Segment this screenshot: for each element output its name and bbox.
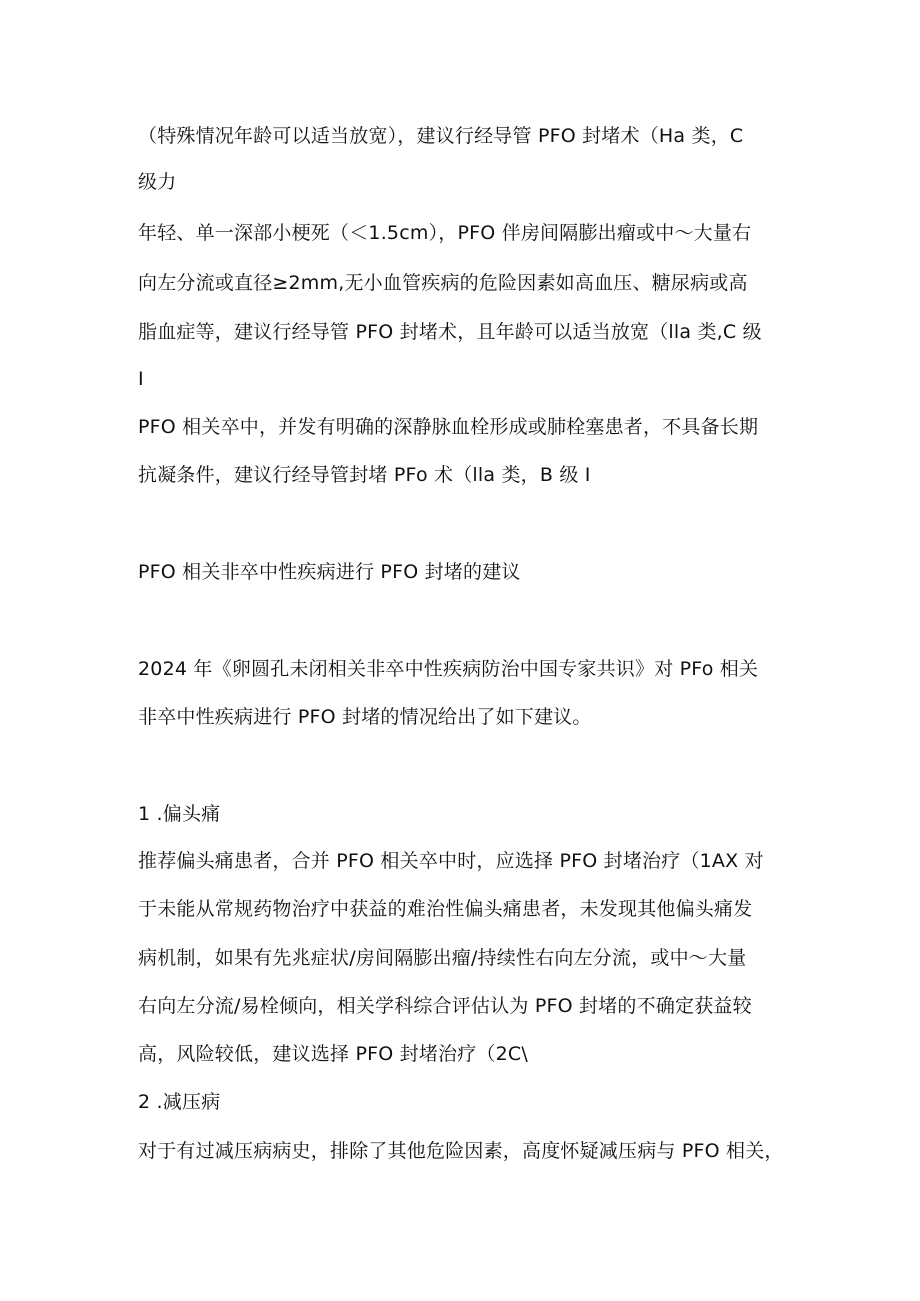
text-line: I bbox=[138, 368, 144, 390]
section-heading: PFO 相关非卒中性疾病进行 PFO 封堵的建议 bbox=[138, 561, 521, 583]
text-line: （特殊情况年龄可以适当放宽），建议行经导管 PFO 封堵术（Ha 类，C bbox=[138, 125, 744, 147]
text-line: 于未能从常规药物治疗中获益的难治性偏头痛患者，未发现其他偏头痛发 bbox=[138, 898, 753, 920]
text-line: 非卒中性疾病进行 PFO 封堵的情况给出了如下建议。 bbox=[138, 706, 592, 728]
text-line: 抗凝条件，建议行经导管封堵 PFo 术（lla 类，B 级 I bbox=[138, 464, 591, 486]
text-line: 脂血症等，建议行经导管 PFO 封堵术，且年龄可以适当放宽（lla 类,C 级 bbox=[138, 321, 762, 343]
text-line: 右向左分流/易栓倾向，相关学科综合评估认为 PFO 封堵的不确定获益较 bbox=[138, 995, 752, 1017]
text-line: 2024 年《卵圆孔未闭相关非卒中性疾病防治中国专家共识》对 PFo 相关 bbox=[138, 658, 759, 680]
text-line: 向左分流或直径≥2mm,无小血管疾病的危险因素如高血压、糖尿病或高 bbox=[138, 272, 748, 294]
text-line: 病机制，如果有先兆症状/房间隔膨出瘤/持续性右向左分流，或中〜大量 bbox=[138, 947, 747, 969]
subsection-heading: 2 .减压病 bbox=[138, 1091, 221, 1113]
text-line: 对于有过减压病病史，排除了其他危险因素，高度怀疑减压病与 PFO 相关， bbox=[138, 1140, 784, 1162]
text-line: 高，风险较低，建议选择 PFO 封堵治疗（2C\ bbox=[138, 1043, 528, 1065]
text-line: 年轻、单一深部小梗死（＜1.5cm），PFO 伴房间隔膨出瘤或中〜大量右 bbox=[138, 222, 752, 244]
text-line: 推荐偏头痛患者，合并 PFO 相关卒中时，应选择 PFO 封堵治疗（1AX 对 bbox=[138, 850, 764, 872]
subsection-heading: 1 .偏头痛 bbox=[138, 803, 221, 825]
text-line: 级力 bbox=[138, 171, 177, 193]
text-line: PFO 相关卒中，并发有明确的深静脉血栓形成或肺栓塞患者，不具备长期 bbox=[138, 416, 759, 438]
